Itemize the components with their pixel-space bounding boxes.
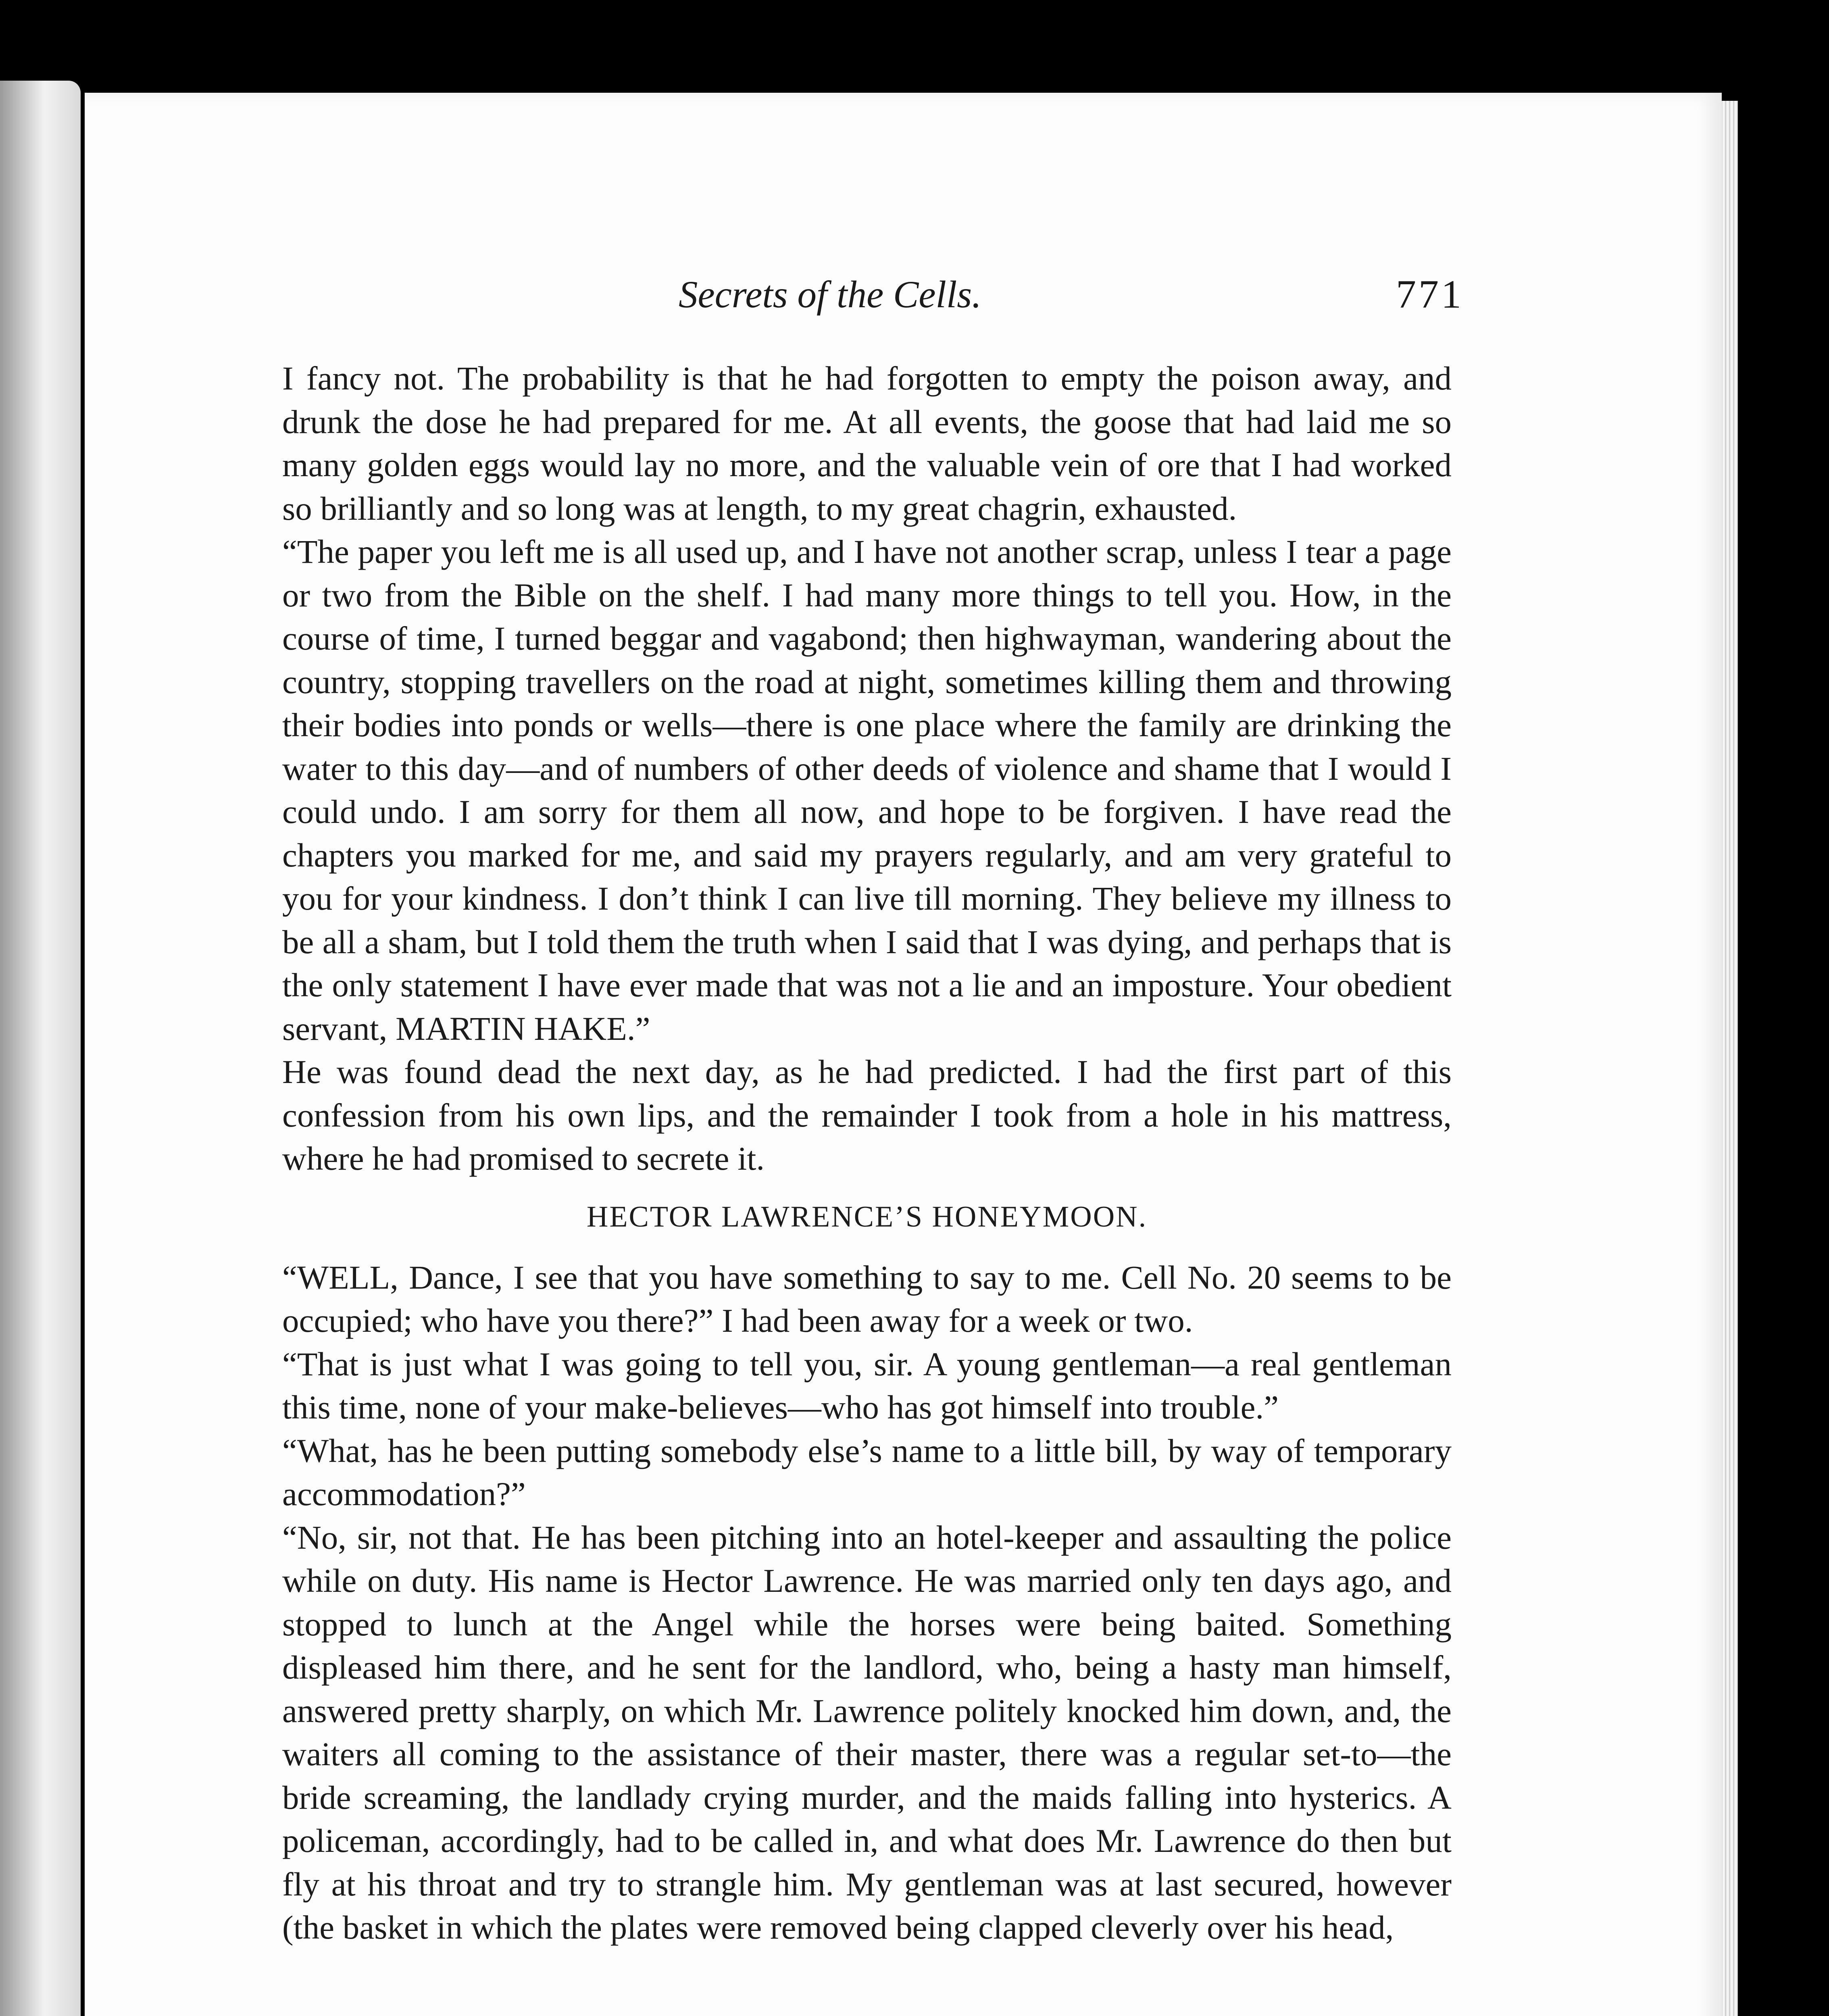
paragraph: He was found dead the next day, as he had predicted. I had the first part of this confession from his own lips, and the remainder I took from a hole in his mattress, where he had promised to secrete it. [282,1053,1452,1177]
paragraph: “No, sir, not that. He has been pitching into an hotel-keeper and assaulting the police while on duty. His name is Hector Lawrence. He was married only ten days ago, and stopped to lunch at the Angel while the horses were being baited. Something displeased him there, and he sent for the landlord, who, being a hasty man himself, answered pretty sharply, on which Mr. Lawrence politely knocked him down, and, the waiters all coming to the assistance of their master, there was a regular set-to—the bride screaming, the landlady crying murder, and the maids falling into hysterics. A policeman, accordingly, had to be called in, and what does Mr. Lawrence do then but fly at his throat and try to strangle him. My gentleman was at last secured, however (the basket in which the plates were removed being clapped cleverly over his head, [282,1518,1452,1946]
paragraph: “What, has he been putting somebody else’s name to a little bill, by way of temporary accommodation?” [282,1432,1452,1512]
running-head-title: Secrets of the Cells. [678,273,982,316]
previous-page-edge [0,81,81,2016]
paragraph: “WELL, Dance, I see that you have something to say to me. Cell No. 20 seems to be occupied; who have you there?” I had been away for a week or two. [282,1258,1452,1339]
body-text [282,357,1452,1949]
page-number: 771 [1396,272,1464,317]
section-heading: HECTOR LAWRENCE’S HONEYMOON. [586,1200,1148,1233]
paragraph: “That is just what I was going to tell you, sir. A young gentleman—a real gentleman this time, none of your make-believes—who has got himself into trouble.” [282,1345,1452,1426]
running-head [196,270,1464,319]
paragraph: “The paper you left me is all used up, and I have not another scrap, unless I tear a page or two from the Bible on the shelf. I had many more things to tell you. How, in the course of time, I turned beggar and vagabond; then highwayman, wandering about the country, stopping travellers on the road at night, sometimes killing them and throwing their bodies into ponds or wells—there is one place where the family are drinking the water to this day—and of numbers of other deeds of violence and shame that I would I could undo. I am sorry for them all now, and hope to be forgiven. I have read the chapters you marked for me, and said my prayers regularly, and am very grateful to you for your kindness. I don’t think I can live till morning. They believe my illness to be all a sham, but I told them the truth when I said that I was dying, and perhaps that is the only statement I have ever made that was not a lie and an imposture. Your obedient servant, MARTIN HAKE.” [282,533,1452,1047]
paragraph: I fancy not. The probability is that he had forgotten to empty the poison away, and drunk the dose he had prepared for me. At all events, the goose that had laid me so many golden eggs would lay no more, and the valuable vein of ore that I had worked so brilliantly and so long was at length, to my great chagrin, exhausted. [282,360,1452,527]
